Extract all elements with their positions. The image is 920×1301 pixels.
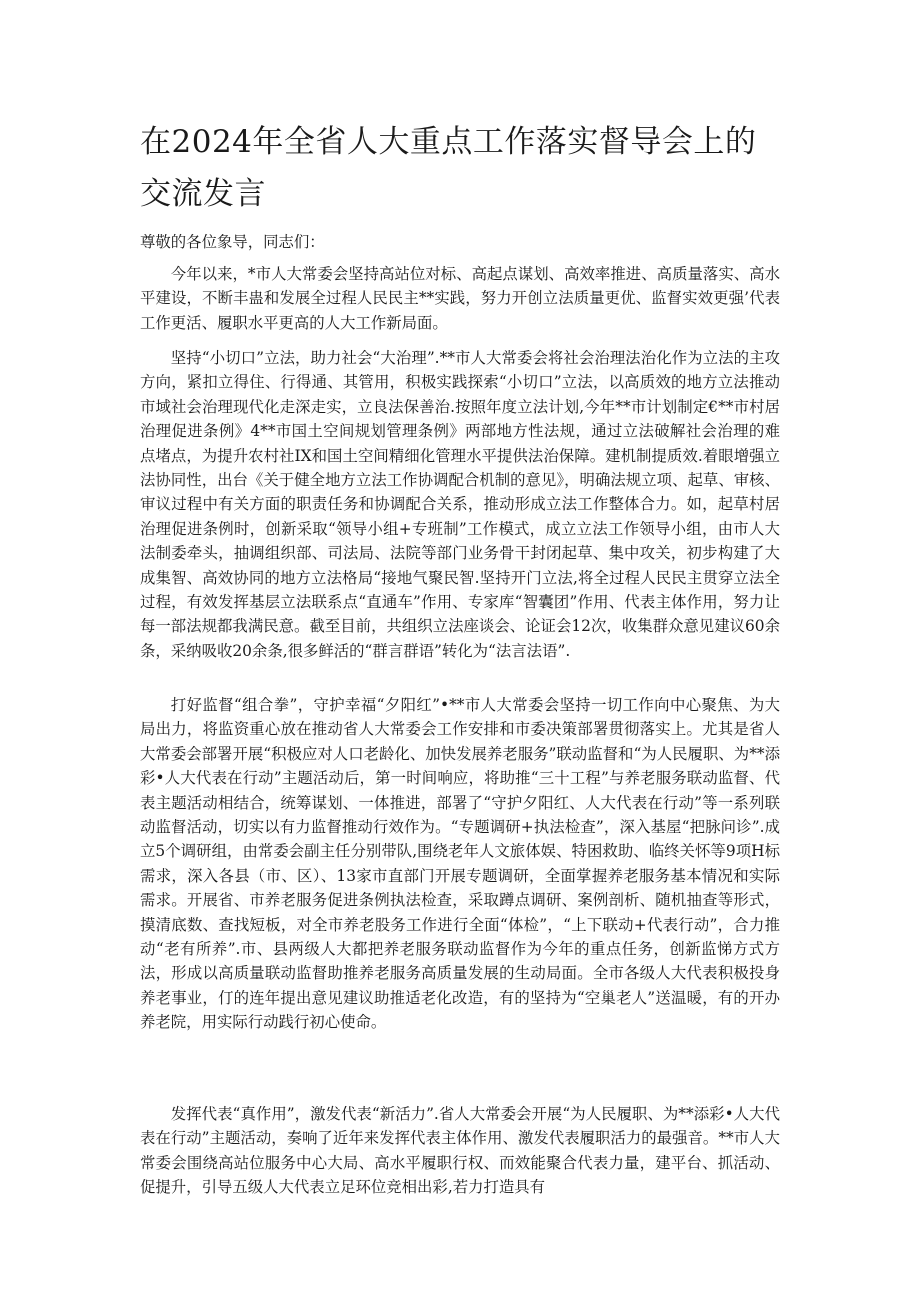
- paragraph-supervision: 打好监督“组合拳”，守护幸福“夕阳红”•**市人大常委会坚持一切工作向中心聚焦、为大局出力，将监资重心放在推动省人大常委会工作安排和市委决策部署贯彻落实上。尤其是省人大常委会部署开展“积极应对人口老龄化、加快发展养老服务”联动监督和“为人民履职、为**添彩•人大代表在行动”主题活动后，第一时间响应，将助推“三十工程”与养老服务联动监督、代表主题活动相结合，统筹谋划、一体推进，部署了“守护夕阳红、人大代表在行动”等一系列联动监督活动，切实以有力监督推动行效作为。“专题调研+执法检查”，深入基屋“把脉问诊”.成立5个调研组，由常委会副主任分别带队,围绕老年人文旅体娱、特困救助、临终关怀等9项H标需求，深入各县（市、区）、13家市直部门开展专题调研，全面掌握养老服务基本情况和实际需求。开展省、市养老服务促进条例执法检查，采取蹲点调研、案例剖析、随机抽查等形式，摸清底数、查找短板，对全市养老股务工作进行全面“体检”，“上下联动+代表行动”，合力推动“老有所养”.市、县两级人大都把养老服务联动监督作为今年的重点任务，创新监悌方式方法，形成以高质量联动监督助推养老服务高质量发展的生动局面。全市各级人大代表积极投身养老事业，仃的连年提出意见建议助推适老化改造，有的坚持为“空巢老人”送温暖，有的开办养老院，用实际行动践行初心使命。: [140, 696, 780, 1032]
- salutation: 尊敬的各位象导，同志们：: [140, 233, 325, 251]
- document-title: 在2024年全省人大重点工作落实督导会上的交流发言: [140, 124, 757, 212]
- paragraph-legislation: 坚持“小切口”立法，助力社会“大治理”.**市人大常委会将社会治理法治化作为立法的主攻方向，紧扣立得住、行得通、其管用，积极实践探索“小切口”立法，以高质效的地方立法推动市域社会治理现代化走深走实，立良法保善治.按照年度立法计划,今年**市计划制定€**市村居治理促进条例》4**市国土空间规划管理条例》两部地方性法规，通过立法破解社会治理的难点堵点，为提升农村社IX和国土空间精细化管理水平提供法治保障。建机制提质效.着眼增强立法协同性，出台《关于健全地方立法工作协调配合机制的意见》，明确法规立项、起草、审核、审议过程中有关方面的职责任务和协调配合关系，推动形成立法工作整体合力。如，起草村居治理促进条例时，创新采取“领导小组+专班制”工作模式，成立立法工作领导小组，由市人大法制委牵头，抽调组织部、司法局、法院等部门业务骨干封闭起草、集中攻关，初步构建了大成集智、高效协同的地方立法格局“接地气聚民智.坚持开门立法,将全过程人民民主贯穿立法全过程，有效发挥基层立法联系点“直通车”作用、专家库“智囊团”作用、代表主体作用，努力让每一部法规都我满民意。截至目前，共组织立法座谈会、论证会12次，收集群众意见建议60余条，采纳吸收20余条,很多鲜活的“群言群语”转化为“法言法语”.: [140, 349, 780, 660]
- paragraph-intro: 今年以来，*市人大常委会坚持高站位对标、高起点谋划、高效率推进、高质量落实、高水平建设，不断丰蛊和发展全过程人民民主**实践，努力开创立法质量更优、监督实效更强’代表工作更活、履职水平更高的人大工作新局面。: [140, 265, 780, 332]
- paragraph-representatives: 发挥代表“真作用”，激发代表“新活力”.省人大常委会开展“为人民履职、为**添彩•人大代表在行动”主题活动，奏响了近年来发挥代表主体作用、激发代表履职活力的最强音。**市人大常委会围绕高站位服务中心大局、高水平履职行权、而效能聚合代表力量，建平台、抓活动、促提升，引导五级人大代表立足环位竞相出彩,若力打造具有: [140, 1105, 780, 1197]
